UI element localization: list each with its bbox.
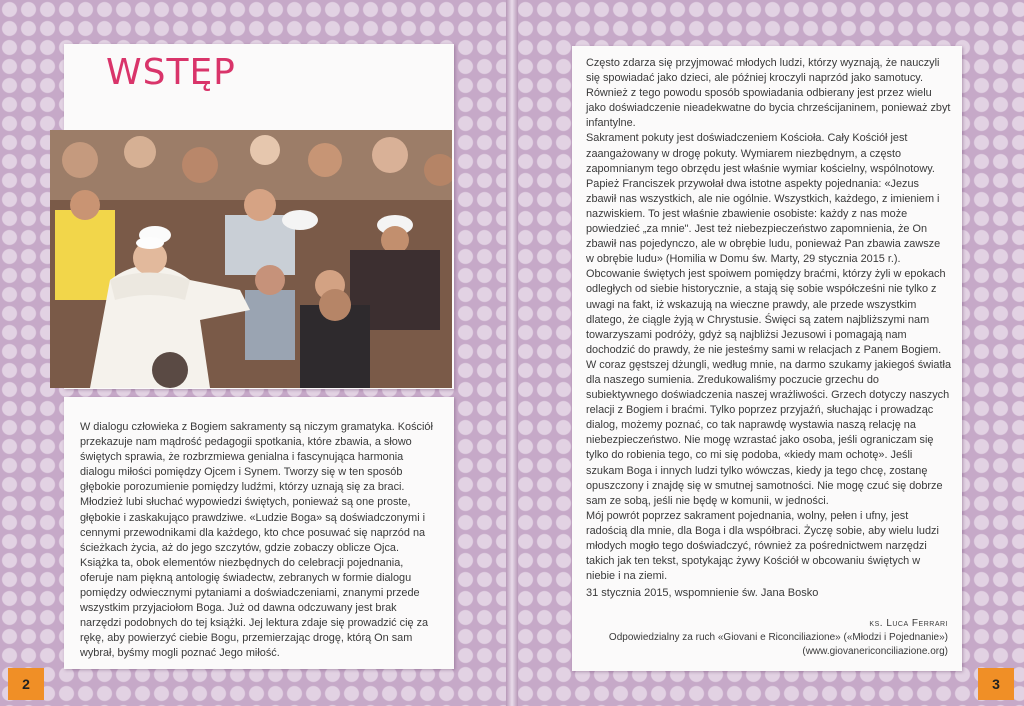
paragraph: Mój powrót poprzez sakrament pojednania, wolny, pełen i ufny, jest radością dla mnie, dla Boga i dla współbraci. Życzę sobie, aby wielu ludzi młodych mogło tego doświadczyć, również za pośrednictwem narzędzi takich jak ten tekst, spotykając żywy Kościół w obcowaniu świętych w niebie i na ziemi. bbox=[586, 509, 939, 583]
paragraph: Często zdarza się przyjmować młodych ludzi, którzy wyznają, że nauczyli się spowiadać jako dzieci, ale później kroczyli naprzód jako samotucy. Również z tego powodu sposób spowiadania odbierany jest przez wielu jako doświadczenie nieadekwatne do bycia chrześcijaninem, ponieważ zbyt infantylne. bbox=[586, 57, 951, 130]
crowd-photo bbox=[50, 130, 452, 388]
page-number-right: 3 bbox=[978, 668, 1014, 700]
paragraph: W coraz gęstszej dżungli, według mnie, na darmo szukamy jakiegoś światła dla naszego sumienia. Zredukowaliśmy poczucie grzechu do subiektywnego doświadczenia naszej wrażliwości. Grzech dotyczy naszych relacji z Bogiem i braćmi. Tylko poprzez przyjaźń, słuchając i prowadząc dialog, możemy poznać, co tak naprawdę wystawia naszą relację na niebezpieczeństwo. Nie mogę wzrastać jako osoba, jeśli ograniczam się tylko do robienia tego, co mi się podoba, «kiedy mam ochotę». Jeśli szukam Boga i innych ludzi tylko wówczas, kiedy ja tego chcę, zostanę opuszczony i znajdę się w smutnej samotności. Nie mogę czuć się dobrze sam ze sobą, jeśli nie będę w komunii, w jedności. bbox=[586, 358, 951, 507]
paragraph: W dialogu człowieka z Bogiem sakramenty są niczym gramatyka. Kościół przekazuje nam mądrość pedagogii spotkania, które zbawia, a słowo świętych sprawia, że rozbrzmiewa genialna i fascynująca harmonia dialogu miłości pomiędzy Ojcem i Synem. Tworzy się w ten sposób głębokie porozumienie pomiędzy ludźmi, którzy uznają się za braci. Młodzież lubi słuchać wypowiedzi świętych, ponieważ są one proste, głębokie i zaskakująco prawdziwe. «Ludzie Boga» są doświadczonymi i cennymi przewodnikami dla każdego, kto chce posuwać się naprzód na ścieżkach życia, aż do jego szczytów, gdzie zobaczy oblicze Ojca. Książka ta, obok elementów niezbędnych do celebracji pojednania, oferuje nam piękną antologię świadectw, zebranych w formie dialogu pomiędzy odwiecznymi pytaniami a doświadczeniami, znanymi przede wszystkim przyjaciołom Boga. Już od dawna odczuwany jest brak narzędzi podobnych do tej książki. Jej lektura zdaje się prowadzić cię za rękę, aby powierzyć ciebie Bogu, przemierzając drogę, którą On sam wybrał, byśmy mogli poznać Jego miłość. bbox=[80, 421, 433, 660]
intro-text bbox=[80, 420, 438, 662]
body-text bbox=[586, 56, 951, 584]
signature-block bbox=[609, 617, 948, 659]
signature-url: (www.giovanericonciliazione.org) bbox=[802, 646, 948, 657]
page-number-left: 2 bbox=[8, 668, 44, 700]
paragraph: Sakrament pokuty jest doświadczeniem Kościoła. Cały Kościół jest zaangażowany w drogę pokuty. Wymiarem niezbędnym, a często zapomnianym tego obrzędu jest właśnie wymiar kościelny, wspólnotowy. Papież Franciszek przywołał dwa istotne aspekty pojednania: «Jezus zbawił nas wszystkich, ale nie ogólnie. Wszystkich, każdego, z imieniem i nazwiskiem. To jest właśnie zbawienie osobiste: każdy z nas może powiedzieć „za mnie". Jest też niebezpieczeństwo zapomnienia, że On zbawił nas pojedynczo, ale w obrębie ludu, ponieważ Pan zbawia zawsze w obrębie ludu» (Homilia w Domu św. Marty, 29 stycznia 2015 r.). bbox=[586, 132, 941, 266]
book-spine bbox=[506, 0, 518, 706]
paragraph: Obcowanie świętych jest spoiwem pomiędzy braćmi, którzy żyli w epokach odległych od siebie historycznie, a stają się sobie współcześni nie tylko z uwagi na fakt, iż wskazują na wieczne prawdy, ale przede wszystkim dlatego, że ciągle żyją w Chrystusie. Święci są zatem najbliższymi nam towarzyszami podróży, gdyż są najbliżsi Jezusowi i pomagają nam dochodzić do prawdy, że nie jesteśmy sami w relacjach z Panem Bogiem. bbox=[586, 268, 946, 356]
signature-role: Odpowiedzialny za ruch «Giovani e Riconciliazione» («Młodzi i Pojednanie») bbox=[608, 632, 948, 643]
date-line: 31 stycznia 2015, wspomnienie św. Jana Bosko bbox=[586, 587, 819, 599]
page-title: WSTĘP bbox=[106, 52, 236, 93]
signature-name: ks. Luca Ferrari bbox=[869, 618, 948, 629]
